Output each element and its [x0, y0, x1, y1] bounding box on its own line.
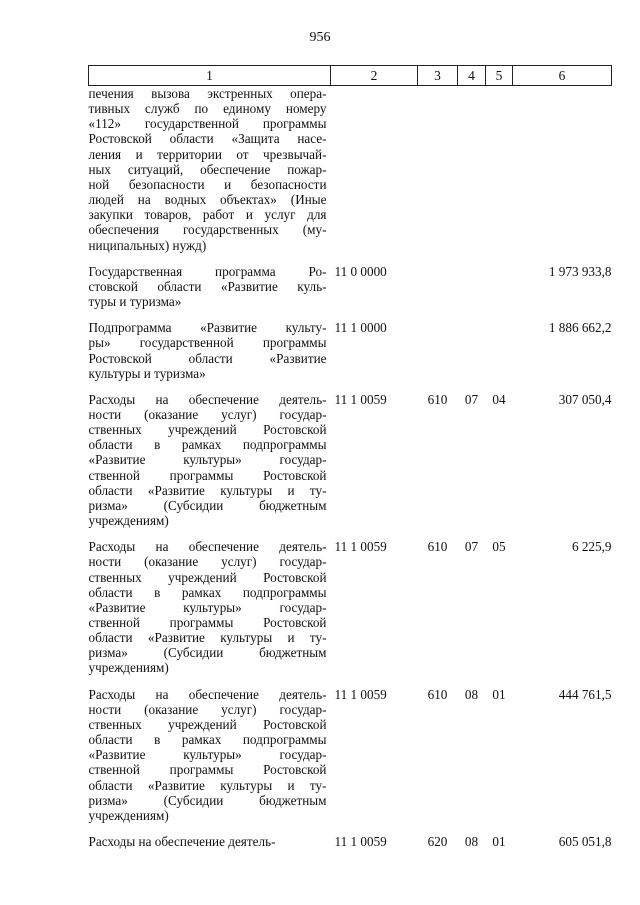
row-spacer-cell [89, 676, 612, 687]
subsection-cell: 01 [492, 834, 506, 850]
target-article-code-cell: 11 1 0059 [334, 834, 387, 850]
amount-cell: 6 225,9 [571, 539, 612, 555]
expense-name-cell [89, 392, 331, 528]
expense-name-cell [89, 320, 331, 381]
expense-name-line: тивных служб по единому номеру [88, 101, 327, 117]
budget-table [88, 65, 612, 849]
section-cell [458, 86, 486, 253]
expense-name-line: ной безопасности и безопасности [88, 176, 327, 192]
expense-type-cell: 610 [427, 686, 448, 702]
subsection-cell: 01 [492, 686, 506, 702]
expense-type-cell [418, 264, 458, 309]
expense-name-cell [89, 86, 331, 253]
amount-cell: 1 973 933,8 [548, 263, 612, 279]
expense-name-cell [89, 539, 331, 675]
target-article-code-cell: 11 0 0000 [334, 263, 387, 279]
row-spacer [89, 309, 612, 320]
expense-name-line: области в рамках подпрограммы [88, 732, 327, 748]
expense-name-line: Расходы на обеспечение деятель- [88, 391, 327, 407]
table-row [89, 539, 612, 675]
expense-name-line: «Развитие культуры» государ- [88, 599, 327, 615]
expense-name-line: ственных учреждений Ростовской [88, 716, 327, 732]
expense-name-line: ности (оказание услуг) государ- [88, 701, 327, 717]
expense-name-line: ности (оказание услуг) государ- [88, 406, 327, 422]
expense-name-line: области «Развитие культуры и ту- [88, 482, 327, 498]
target-article-code-cell [331, 86, 418, 253]
row-spacer-cell [89, 253, 612, 264]
expense-name-line: ниципальных) нужд) [88, 237, 207, 253]
table-row [89, 687, 612, 823]
row-spacer [89, 381, 612, 392]
expense-name-cell [89, 264, 331, 309]
expense-type-cell: 610 [427, 391, 448, 407]
expense-name-line: области в рамках подпрограммы [88, 437, 327, 453]
amount-cell: 307 050,4 [558, 391, 612, 407]
header-cell-6: 6 [513, 66, 612, 86]
subsection-cell [486, 264, 513, 309]
expense-type-cell: 620 [427, 834, 448, 850]
expense-name-line: Государственная программа Ро- [88, 263, 327, 279]
expense-name-line: печения вызова экстренных опера- [88, 86, 327, 101]
expense-name-line: стовской области «Развитие куль- [88, 278, 327, 294]
expense-name-line: людей на водных объектах» (Иные [88, 192, 327, 208]
target-article-code-cell: 11 1 0000 [334, 320, 387, 336]
expense-type-cell [418, 320, 458, 381]
target-article-code-cell: 11 1 0059 [334, 391, 387, 407]
table-row [89, 86, 612, 253]
expense-name-line: ры» государственной программы [88, 335, 327, 351]
expense-name-line: области в рамках подпрограммы [88, 584, 327, 600]
page-number: 956 [309, 30, 331, 45]
row-spacer [89, 528, 612, 539]
row-spacer-cell [89, 528, 612, 539]
table-row [89, 320, 612, 381]
expense-name-line: области «Развитие культуры и ту- [88, 777, 327, 793]
table-row [89, 392, 612, 528]
expense-type-cell [418, 86, 458, 253]
subsection-cell [486, 86, 513, 253]
target-article-code-cell: 11 1 0059 [334, 686, 387, 702]
expense-name-line: ственной программы Ростовской [88, 467, 327, 483]
expense-name-cell [89, 834, 331, 849]
section-cell: 08 [464, 834, 479, 850]
row-spacer-cell [89, 823, 612, 834]
expense-name-line: ления и территории от чрезвычай- [88, 146, 327, 162]
amount-cell: 1 886 662,2 [548, 320, 612, 336]
table-row [89, 834, 612, 849]
row-spacer-cell [89, 309, 612, 320]
header-cell-2: 2 [331, 66, 418, 86]
header-row [89, 66, 612, 86]
expense-name-line: ственной программы Ростовской [88, 615, 327, 630]
expense-name-line: Расходы на обеспечение деятель- [88, 686, 327, 702]
amount-cell [513, 86, 612, 253]
section-cell [458, 320, 486, 381]
expense-name-line: Ростовской области «Защита насе- [88, 131, 327, 147]
target-article-code-cell: 11 1 0059 [334, 539, 387, 555]
amount-cell: 444 761,5 [558, 686, 612, 702]
expense-name-line: ризма» (Субсидии бюджетным [88, 645, 327, 661]
expense-name-line: ности (оказание услуг) государ- [88, 554, 327, 570]
header-cell-5: 5 [486, 66, 513, 86]
expense-name-line: ных ситуаций, обеспечение пожар- [88, 161, 327, 177]
expense-name-line: ственной программы Ростовской [88, 762, 327, 778]
section-cell: 08 [464, 686, 479, 702]
header-cell-4: 4 [458, 66, 486, 86]
expense-name-line: туры и туризма» [88, 294, 182, 310]
section-cell [458, 264, 486, 309]
expense-name-line: «112» государственной программы [88, 116, 327, 132]
expense-name-line: области «Развитие культуры и ту- [88, 630, 327, 646]
expense-name-line: ризма» (Субсидии бюджетным [88, 792, 327, 808]
expense-name-line: «Развитие культуры» государ- [88, 747, 327, 763]
expense-name-line: Ростовской области «Развитие [88, 350, 327, 366]
table-body [89, 86, 612, 850]
expense-name-line: учреждениям) [88, 660, 169, 676]
expense-name-line: ственных учреждений Ростовской [88, 569, 327, 585]
amount-cell: 605 051,8 [558, 834, 612, 850]
expense-name-line: «Развитие культуры» государ- [88, 452, 327, 468]
expense-name-line: учреждениям) [88, 513, 169, 529]
expense-name-line: ственных учреждений Ростовской [88, 422, 327, 438]
header-cell-3: 3 [418, 66, 458, 86]
row-spacer-cell [89, 381, 612, 392]
expense-name-line: закупки товаров, работ и услуг для [88, 207, 327, 223]
expense-name-line: ризма» (Субсидии бюджетным [88, 497, 327, 513]
expense-name-cell [89, 687, 331, 823]
subsection-cell: 05 [492, 539, 506, 555]
header-cell-1: 1 [89, 66, 331, 86]
row-spacer [89, 823, 612, 834]
expense-name-line: культуры и туризма» [88, 365, 206, 381]
expense-name-line: обеспечения государственных (му- [88, 222, 327, 238]
expense-name-line: Подпрограмма «Развитие культу- [88, 320, 327, 336]
row-spacer [89, 676, 612, 687]
subsection-cell [486, 320, 513, 381]
expense-type-cell: 610 [427, 539, 448, 555]
subsection-cell: 04 [492, 391, 506, 407]
expense-name-line: Расходы на обеспечение деятель- [88, 539, 327, 555]
table-row [89, 264, 612, 309]
section-cell: 07 [464, 539, 479, 555]
expense-name-line: Расходы на обеспечение деятель- [88, 834, 276, 850]
row-spacer [89, 253, 612, 264]
section-cell: 07 [464, 391, 479, 407]
expense-name-line: учреждениям) [88, 807, 169, 823]
